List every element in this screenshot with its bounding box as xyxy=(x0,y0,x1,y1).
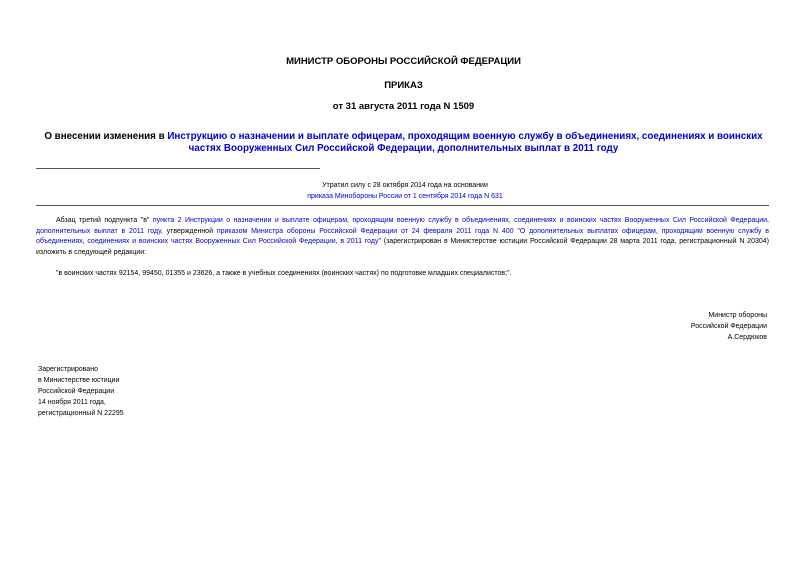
new-wording-quote: "в воинских частях 92154, 99450, 01355 и 23626, а также в учебных соединениях (воинских частях) по подготовке младших специалистов;". xyxy=(56,270,512,277)
registration-line-5: регистрационный N 22295 xyxy=(38,410,124,417)
repeal-order-link[interactable]: приказа Минобороны России от 1 сентября 2014 года N 631 xyxy=(307,193,503,200)
ministry-heading: МИНИСТР ОБОРОНЫ РОССИЙСКОЙ ФЕДЕРАЦИИ xyxy=(286,56,521,67)
registration-line-1: Зарегистрировано xyxy=(38,366,98,373)
registration-block xyxy=(38,364,124,419)
para-text-3: (зарегистрирован в Министерстве юстиции Российской Федерации 28 марта 2011 года, регистрационный N 20304) изложить в следующей редакции: xyxy=(36,238,769,256)
order-400-link[interactable]: приказом Министра обороны Российской Федерации от 24 февраля 2011 года N 400 "О дополнительных выплатах офицерам, проходящим военную службу в объединениях, соединениях и воинских частях Вооруженных Сил Российской Федерации, в 2011 году" xyxy=(36,227,769,245)
expired-note xyxy=(300,180,510,202)
para-text-2: , утвержденной xyxy=(160,227,217,235)
expired-text: Утратил силу с 28 октября 2014 года на основании xyxy=(322,182,488,189)
document-title xyxy=(40,131,767,155)
signature-country: Российской Федерации xyxy=(690,323,767,330)
registration-line-3: Российской Федерации xyxy=(38,388,115,395)
para-text-1: Абзац третий подпункта "в" xyxy=(56,217,153,224)
date-number-heading: от 31 августа 2011 года N 1509 xyxy=(332,101,475,112)
signature-block xyxy=(691,310,767,343)
divider-long xyxy=(36,205,769,206)
instruction-point-link[interactable]: пункта 2 Инструкции о назначении и выплате офицерам, проходящим военную службу в объединениях, соединениях и воинских частях Вооруженных Сил Российской Федерации, дополнительных выплат в 2011 году xyxy=(36,217,770,235)
signature-name: А.Сердюков xyxy=(727,334,767,341)
instruction-link[interactable]: Инструкцию о назначении и выплате офицерам, проходящим военную службу в объединениях, соединениях и воинских частях Вооруженных Сил Российской Федерации, дополнительных выплат в 2011 году xyxy=(167,131,763,154)
doc-type-heading: ПРИКАЗ xyxy=(384,80,423,91)
title-prefix: О внесении изменения в xyxy=(44,131,168,142)
registration-line-4: 14 ноября 2011 года, xyxy=(38,399,106,406)
divider-short xyxy=(36,168,320,169)
registration-line-2: в Министерстве юстиции xyxy=(38,377,120,384)
amendment-paragraph xyxy=(36,216,769,258)
signature-title: Министр обороны xyxy=(708,312,767,319)
